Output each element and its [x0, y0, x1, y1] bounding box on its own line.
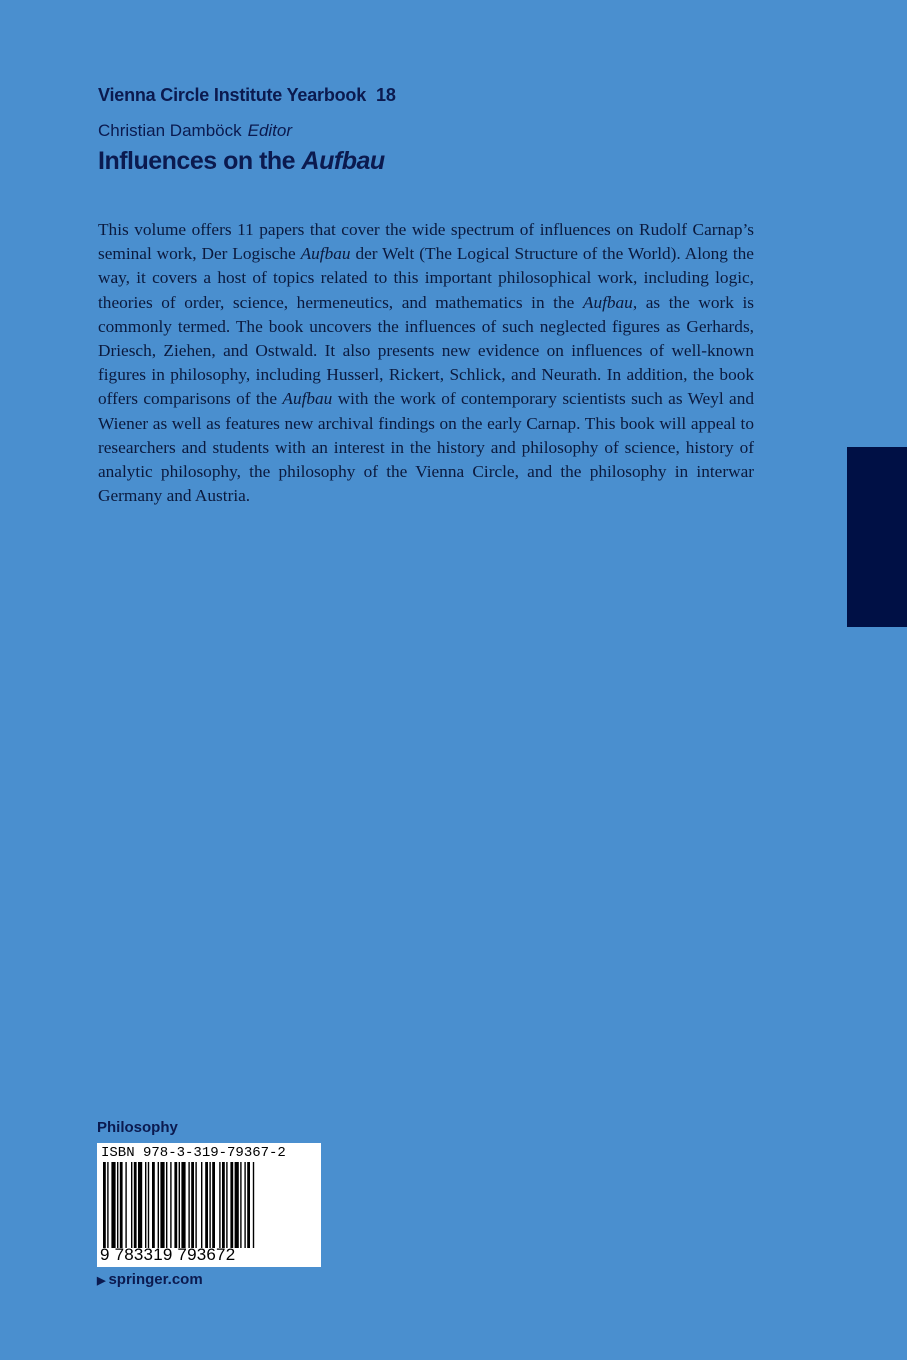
barcode-bars: [101, 1162, 317, 1248]
barcode-bar: [166, 1162, 167, 1248]
blurb-italic-1: Aufbau: [300, 244, 351, 264]
barcode-bar: [222, 1162, 225, 1248]
barcode-bar: [205, 1162, 208, 1248]
book-title-main: Influences on the: [98, 147, 296, 175]
isbn-label: ISBN 978-3-319-79367-2: [101, 1145, 286, 1161]
blurb-italic-2: Aufbau: [582, 292, 633, 312]
barcode-bar: [191, 1162, 194, 1248]
editor-name: Christian Damböck: [98, 121, 242, 140]
isbn-barcode: [97, 1143, 321, 1267]
barcode-bar: [244, 1162, 245, 1248]
barcode-bar: [117, 1162, 118, 1248]
barcode-digits: 9 783319 793672: [100, 1245, 236, 1264]
barcode-bar: [158, 1162, 159, 1248]
blurb-part-4: with the work of contemporary scientists such as Weyl and Wiener as well as features new archival findings on the early Carnap. This book will appeal to researchers and students with an interest in the history and philosophy of science, history of analytic philosophy, the philosophy of the Vienna Circle, and the philosophy in interwar Germany and Austria.: [98, 389, 754, 506]
barcode-bar: [226, 1162, 227, 1248]
barcode-bar: [212, 1162, 215, 1248]
barcode-bar: [235, 1162, 239, 1248]
blurb-part-1: This volume offers 11 papers that cover the wide spectrum of influences on Rudolf Carnap’s seminal work, Der Logische: [98, 220, 754, 264]
barcode-bar: [201, 1162, 202, 1248]
editor-role: Editor: [247, 121, 293, 140]
barcode-bar: [111, 1162, 115, 1248]
barcode-bar: [152, 1162, 155, 1248]
barcode-bar: [195, 1162, 196, 1248]
barcode-bar: [181, 1162, 185, 1248]
blurb-part-2: der Welt (The Logical Structure of the World). Along the way, it covers a host of topics related to this important philosophical work, including logic, theories of order, science, hermeneutics, and mathematics in the: [98, 244, 754, 312]
barcode-bar: [170, 1162, 171, 1248]
barcode-bar: [230, 1162, 233, 1248]
barcode-bar: [125, 1162, 126, 1248]
barcode-bar: [247, 1162, 250, 1248]
barcode-bar: [103, 1162, 106, 1248]
spine-color-tab: [847, 447, 907, 627]
barcode-bar: [120, 1162, 123, 1248]
barcode-bar: [253, 1162, 254, 1248]
blurb-part-3: , as the work is commonly termed. The book uncovers the influences of such neglected figures as Gerhards, Driesch, Ziehen, and Ostwald. It also presents new evidence on influences of well-known figures in philosophy, including Husserl, Rickert, Schlick, and Neurath. In addition, the book offers comparisons of the: [98, 292, 755, 409]
barcode-bar: [138, 1162, 142, 1248]
barcode-bar: [148, 1162, 149, 1248]
barcode-bar: [131, 1162, 132, 1248]
barcode-bar: [145, 1162, 146, 1248]
barcode-bar: [107, 1162, 108, 1248]
series-volume: 18: [376, 85, 396, 105]
book-title-italic: Aufbau: [301, 147, 385, 175]
barcode-bar: [188, 1162, 189, 1248]
publisher-url: springer.com: [108, 1271, 203, 1288]
barcode-bar: [219, 1162, 220, 1248]
book-title: [98, 147, 385, 176]
series-title: [98, 85, 396, 106]
blurb-text: [98, 218, 754, 508]
blurb-italic-3: Aufbau: [282, 389, 333, 409]
barcode-bar: [174, 1162, 177, 1248]
barcode-bar: [240, 1162, 241, 1248]
barcode-bar: [134, 1162, 137, 1248]
barcode-bar: [209, 1162, 210, 1248]
barcode-bar: [179, 1162, 180, 1248]
barcode-bar: [160, 1162, 164, 1248]
series-name: Vienna Circle Institute Yearbook: [98, 85, 367, 105]
publisher-link[interactable]: [97, 1271, 203, 1288]
arrow-right-icon: ▶: [97, 1275, 106, 1287]
editor-line: [98, 121, 292, 141]
category-label: Philosophy: [97, 1119, 178, 1136]
